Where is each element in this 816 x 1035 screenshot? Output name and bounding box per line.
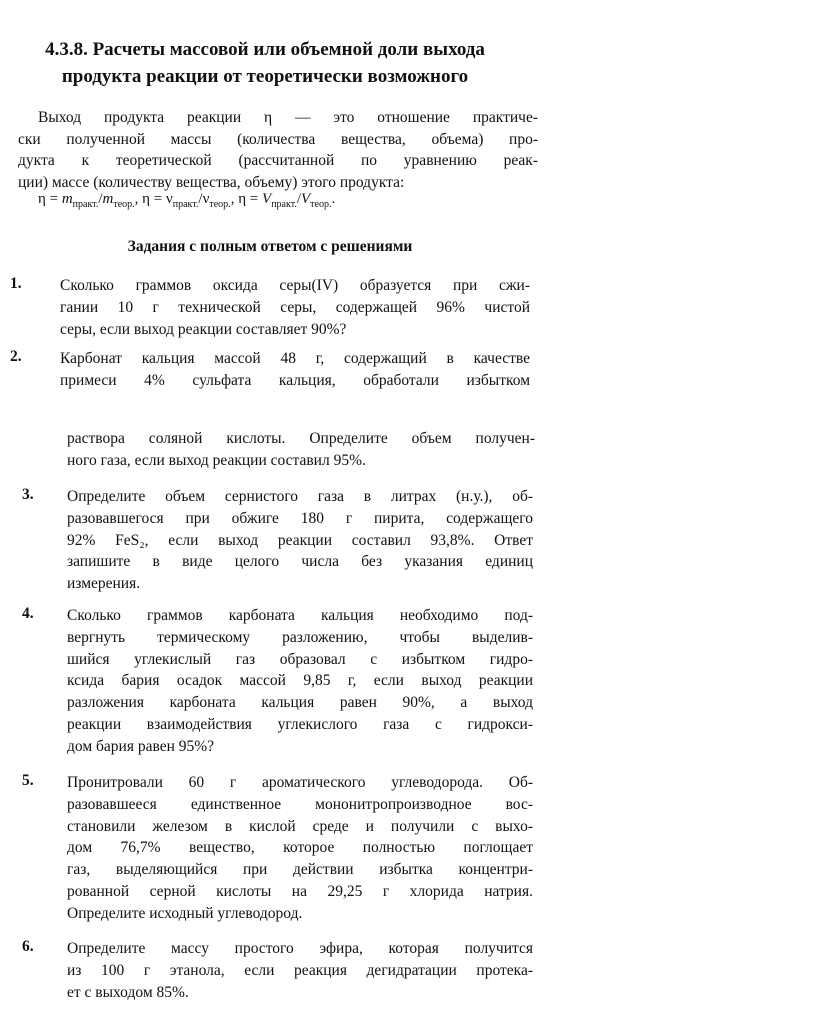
task-line: разовавшееся единственное мононитропроизводное вос- xyxy=(67,795,533,813)
task-line: Пронитровали 60 г ароматического углеводорода. Об- xyxy=(67,774,533,791)
intro-line: ции) массе (количеству вещества, объему) этого продукта: xyxy=(18,173,405,191)
task-line: запишите в виде целого числа без указания единиц xyxy=(67,553,533,571)
intro-line: ски полученной массы (количества вещества, объема) про- xyxy=(18,130,538,148)
task-line: серы, если выход реакции составляет 90%? xyxy=(60,320,347,338)
task-number: 6. xyxy=(22,938,34,955)
task-number: 4. xyxy=(22,605,34,622)
intro-paragraph xyxy=(18,107,538,193)
task-text xyxy=(60,275,530,340)
formula-m: m xyxy=(102,191,114,207)
task-line: Определите объем сернистого газа в литрах (н.у.), об- xyxy=(67,488,533,505)
heading-line: продукта реакции от теоретически возможного xyxy=(61,66,469,87)
task-line: Определите массу простого эфира, которая получится xyxy=(67,940,533,957)
task-line: вергнуть термическому разложению, чтобы выделив- xyxy=(67,628,533,646)
yield-formula: $\eta = m_{практ.}/m_{теор.}$, $\eta = \nu_{практ.}/\nu_{теор.}$, $\eta = V_{практ.}/V_{теор.}$. xyxy=(38,191,336,210)
task-number: 1. xyxy=(10,275,22,292)
task-line: из 100 г этанола, если реакция дегидратации протека- xyxy=(67,961,533,979)
task-line: газ, выделяющийся при действии избытка концентри- xyxy=(67,861,533,879)
task-line: ного газа, если выход реакции составил 95%. xyxy=(67,451,366,469)
task-line: разовавшегося при обжиге 180 г пирита, содержащего xyxy=(67,509,533,527)
task-line: реакции взаимодействия углекислого газа с гидрокси- xyxy=(67,715,533,733)
task-text xyxy=(67,486,533,595)
task-line: рованной серной кислоты на 29,25 г хлорида натрия. xyxy=(67,882,533,900)
intro-line: Выход продукта реакции η — это отношение практиче- xyxy=(38,109,538,126)
intro-line: дукта к теоретической (рассчитанной по уравнению реак- xyxy=(18,152,538,169)
task-line: Определите исходный углеводород. xyxy=(67,904,303,922)
task-text xyxy=(67,772,533,925)
task-line: ет с выходом 85%. xyxy=(67,983,189,1001)
task-line: раствора соляной кислоты. Определите объем получен- xyxy=(67,430,535,447)
section-heading xyxy=(0,36,530,90)
task-line: шийся углекислый газ образовал с избытком гидро- xyxy=(67,650,533,668)
task-number: 3. xyxy=(22,486,34,503)
task-line: Сколько граммов оксида серы(IV) образуется при сжи- xyxy=(60,277,530,294)
task-text xyxy=(60,348,530,392)
task-line: ксида бария осадок массой 9,85 г, если выход реакции xyxy=(67,672,533,690)
task-text xyxy=(67,938,533,1003)
task-line: Карбонат кальция массой 48 г, содержащий в качестве xyxy=(60,350,530,367)
task-line: дом 76,7% вещество, которое полностью поглощает xyxy=(67,839,533,857)
task-text-continuation xyxy=(67,428,535,472)
tasks-subheading: Задания с полным ответом с решениями xyxy=(127,238,413,255)
heading-line: 4.3.8. Расчеты массовой или объемной доли выхода xyxy=(45,39,485,60)
task-line: примеси 4% сульфата кальция, обработали избытком xyxy=(60,371,530,389)
task-line: разложения карбоната кальция равен 90%, а выход xyxy=(67,694,533,712)
task-number: 2. xyxy=(10,348,22,365)
task-line: становили железом в кислой среде и получили с выхо- xyxy=(67,817,533,835)
task-line: 92% FeS₂, если выход реакции составил 93,8%. Ответ xyxy=(67,531,533,549)
task-line: гании 10 г технической серы, содержащей 96% чистой xyxy=(60,298,530,316)
task-line: измерения. xyxy=(67,575,141,593)
task-text xyxy=(67,605,533,758)
task-line: Сколько граммов карбоната кальция необходимо под- xyxy=(67,607,533,624)
task-line: дом бария равен 95%? xyxy=(67,737,215,755)
task-number: 5. xyxy=(22,772,34,789)
